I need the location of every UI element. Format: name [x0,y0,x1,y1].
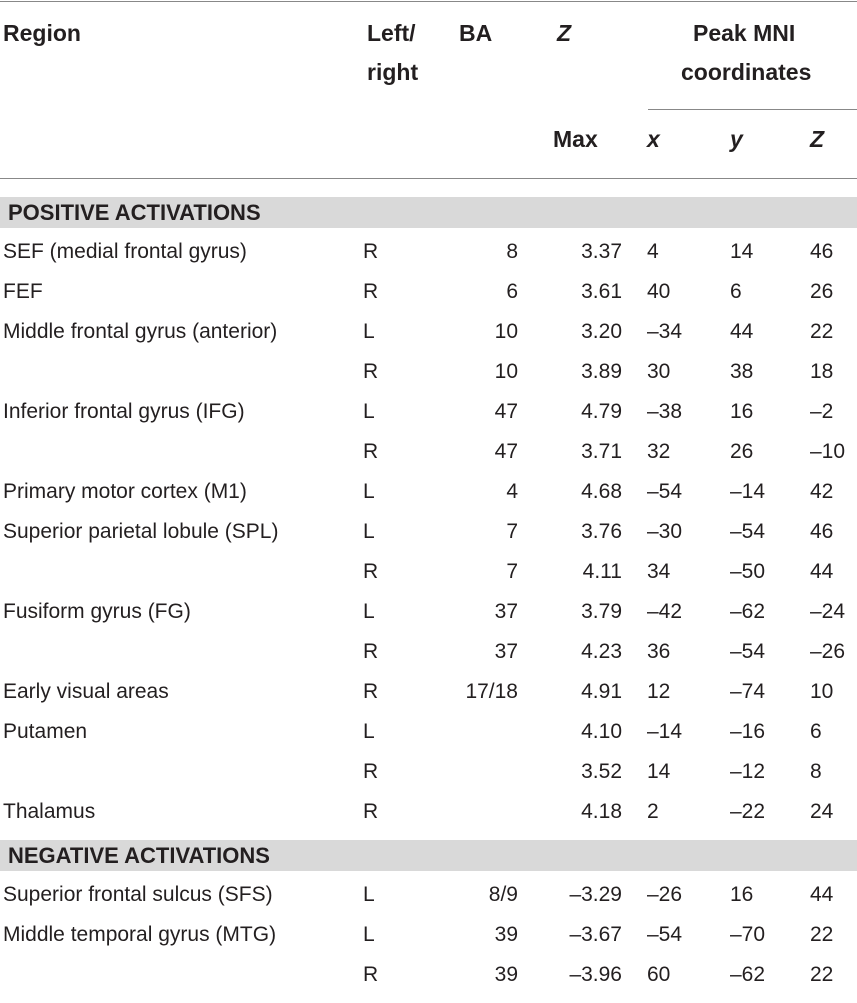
cell-region: Superior parietal lobule (SPL) [3,520,279,543]
cell-side: L [363,883,375,906]
cell-side: L [363,320,375,343]
cell-side: R [363,240,379,263]
cell-x: 4 [647,240,659,263]
header-region: Region [3,20,81,46]
cell-zmax: 4.18 [581,800,622,823]
table-row [0,672,857,712]
cell-side: R [363,760,379,783]
cell-z: –10 [810,440,846,463]
cell-region: Fusiform gyrus (FG) [3,600,191,623]
cell-x: –14 [647,720,683,743]
cell-region: Thalamus [3,800,96,823]
cell-z: 44 [810,560,834,583]
cell-x: 2 [647,800,659,823]
cell-region: Early visual areas [3,680,169,703]
header-side-line2: right [367,59,419,85]
cell-x: 34 [647,560,671,583]
cell-y: –22 [730,800,766,823]
table-top-rule [0,1,857,2]
cell-side: R [363,560,379,583]
cell-y: –50 [730,560,766,583]
section-positive: POSITIVE ACTIVATIONS [0,197,857,228]
header-zcoord: Z [810,126,825,152]
cell-x: 14 [647,760,671,783]
cell-region: SEF (medial frontal gyrus) [3,240,247,263]
cell-zmax: 4.79 [581,400,622,423]
cell-z: 10 [810,680,834,703]
table-row [0,632,857,672]
cell-zmax: 4.68 [581,480,622,503]
cell-region: Inferior frontal gyrus (IFG) [3,400,245,423]
cell-y: –12 [730,760,766,783]
cell-zmax: 3.79 [581,600,622,623]
cell-x: 30 [647,360,671,383]
table-row [0,712,857,752]
cell-ba: 37 [494,600,518,623]
cell-y: –74 [730,680,766,703]
cell-x: 32 [647,440,671,463]
cell-x: 60 [647,963,671,986]
header-ba: BA [459,20,493,46]
cell-side: L [363,923,375,946]
cell-x: –34 [647,320,683,343]
cell-zmax: –3.29 [569,883,622,906]
cell-z: 46 [810,520,834,543]
cell-z: 24 [810,800,834,823]
cell-ba: 17/18 [465,680,518,703]
cell-x: –30 [647,520,683,543]
cell-y: 14 [730,240,754,263]
cell-zmax: 3.76 [581,520,622,543]
cell-y: 16 [730,400,754,423]
cell-y: 16 [730,883,754,906]
table-row [0,392,857,432]
cell-y: –54 [730,640,766,663]
cell-x: 40 [647,280,671,303]
header-peak-rule [648,109,857,110]
cell-ba: 8/9 [488,883,518,906]
header-y: y [730,126,743,152]
cell-y: 6 [730,280,742,303]
cell-zmax: 3.61 [581,280,622,303]
cell-zmax: –3.67 [569,923,622,946]
cell-y: 26 [730,440,754,463]
cell-ba: 39 [494,963,518,986]
cell-region: FEF [3,280,43,303]
cell-x: 36 [647,640,671,663]
cell-y: 44 [730,320,754,343]
cell-side: L [363,480,375,503]
cell-x: –42 [647,600,683,623]
header-max: Max [553,126,598,152]
cell-region: Primary motor cortex (M1) [3,480,247,503]
cell-y: –62 [730,600,766,623]
cell-x: –54 [647,923,683,946]
cell-side: R [363,680,379,703]
cell-ba: 47 [494,440,518,463]
cell-ba: 8 [506,240,518,263]
table-row [0,312,857,352]
table-row [0,552,857,592]
cell-z: 44 [810,883,834,906]
header-z: Z [557,20,572,46]
cell-y: –14 [730,480,766,503]
cell-ba: 7 [506,520,518,543]
cell-zmax: 3.71 [581,440,622,463]
cell-zmax: 4.91 [581,680,622,703]
cell-side: R [363,963,379,986]
cell-z: 42 [810,480,834,503]
cell-z: 18 [810,360,834,383]
cell-region: Middle frontal gyrus (anterior) [3,320,278,343]
cell-ba: 10 [494,360,518,383]
cell-side: L [363,400,375,423]
cell-y: –54 [730,520,766,543]
table-row [0,955,857,995]
cell-side: R [363,360,379,383]
cell-zmax: 4.10 [581,720,622,743]
cell-z: –24 [810,600,846,623]
cell-side: L [363,520,375,543]
table-row [0,915,857,955]
table-row [0,432,857,472]
cell-ba: 7 [506,560,518,583]
cell-side: R [363,440,379,463]
table-row [0,592,857,632]
cell-zmax: –3.96 [569,963,622,986]
cell-x: –54 [647,480,683,503]
cell-y: 38 [730,360,754,383]
cell-z: 22 [810,320,834,343]
cell-z: 46 [810,240,834,263]
header-bottom-rule [0,178,857,179]
cell-z: –2 [810,400,834,423]
cell-region: Superior frontal sulcus (SFS) [3,883,273,906]
cell-z: 8 [810,760,822,783]
cell-z: 26 [810,280,834,303]
header-side-line1: Left/ [367,20,416,46]
cell-zmax: 3.20 [581,320,622,343]
table-row [0,272,857,312]
cell-zmax: 4.11 [582,560,622,583]
cell-y: –16 [730,720,766,743]
header-peak-line1: Peak MNI [693,20,796,46]
cell-zmax: 3.37 [581,240,622,263]
cell-y: –62 [730,963,766,986]
cell-side: R [363,800,379,823]
cell-ba: 39 [494,923,518,946]
table-row [0,512,857,552]
cell-zmax: 3.89 [581,360,622,383]
table-row [0,472,857,512]
cell-zmax: 4.23 [581,640,622,663]
cell-side: L [363,720,375,743]
cell-z: 22 [810,963,834,986]
cell-z: –26 [810,640,846,663]
cell-region: Putamen [3,720,88,743]
header-x: x [647,126,660,152]
table-row [0,232,857,272]
cell-side: L [363,600,375,623]
cell-zmax: 3.52 [581,760,622,783]
cell-x: –38 [647,400,683,423]
header-peak-line2: coordinates [681,59,812,85]
cell-ba: 37 [494,640,518,663]
table-row [0,875,857,915]
table-row [0,792,857,832]
cell-ba: 6 [506,280,518,303]
cell-z: 22 [810,923,834,946]
cell-ba: 10 [494,320,518,343]
cell-side: R [363,640,379,663]
cell-x: –26 [647,883,683,906]
cell-z: 6 [810,720,822,743]
table-row [0,352,857,392]
table-row [0,752,857,792]
section-negative: NEGATIVE ACTIVATIONS [0,840,857,871]
cell-region: Middle temporal gyrus (MTG) [3,923,277,946]
cell-ba: 47 [494,400,518,423]
cell-side: R [363,280,379,303]
cell-x: 12 [647,680,671,703]
cell-y: –70 [730,923,766,946]
cell-ba: 4 [506,480,518,503]
